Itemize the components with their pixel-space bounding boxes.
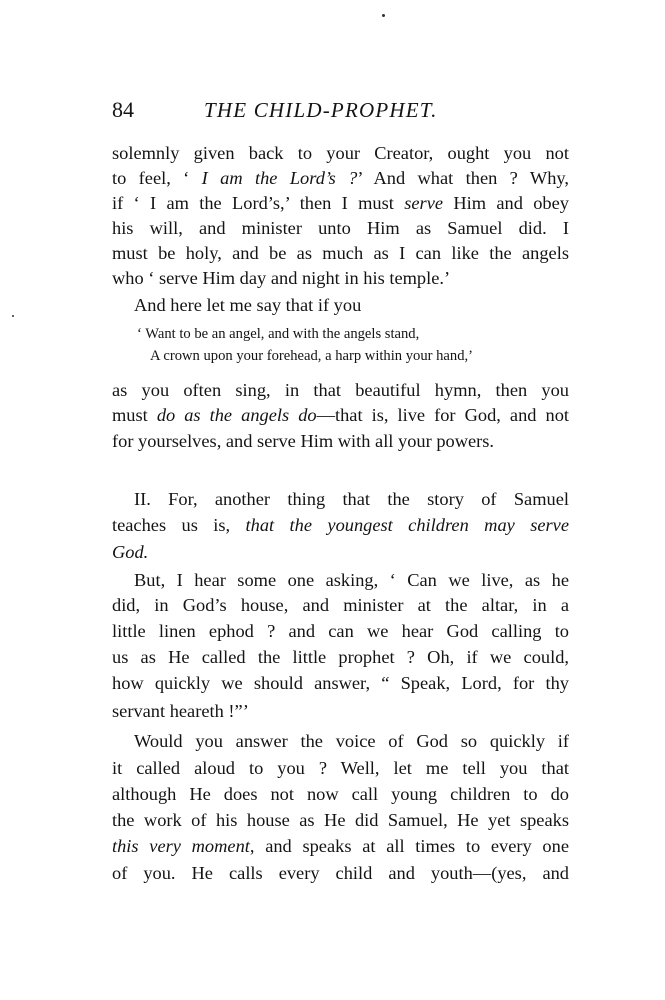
text-run: teaches us is, xyxy=(112,515,246,535)
text-run: us as He called the little prophet ? Oh, if we could, xyxy=(112,647,569,667)
text-line xyxy=(112,429,569,453)
text-run: , and speaks at all times to every one xyxy=(249,836,569,856)
text-run: to feel, ‘ xyxy=(112,168,202,188)
page-header xyxy=(112,96,572,124)
running-head: THE CHILD-PROPHET. xyxy=(204,98,438,122)
text-line xyxy=(134,293,569,317)
text-line xyxy=(112,782,569,806)
text-run: of you. He calls every child and youth—(yes, and xyxy=(112,863,569,883)
text-line xyxy=(134,729,569,753)
italic-text: God. xyxy=(112,542,149,562)
printing-speck xyxy=(12,315,14,317)
text-line xyxy=(112,241,569,265)
text-line xyxy=(112,699,569,723)
text-run: Him and obey xyxy=(443,193,569,213)
text-run: it called aloud to you ? Well, let me tell you that xyxy=(112,758,569,778)
page-number: 84 xyxy=(112,97,134,122)
text-run: although He does not now call young children to do xyxy=(112,784,569,804)
text-line xyxy=(112,645,569,669)
text-line xyxy=(112,216,569,240)
hymn-quote-line xyxy=(137,324,419,344)
text-run: ‘ Want to be an angel, and with the angels stand, xyxy=(137,326,420,342)
text-line xyxy=(134,487,569,511)
text-run: ’ And what then ? Why, xyxy=(357,168,570,188)
text-run: little linen ephod ? and can we hear God calling to xyxy=(112,621,569,641)
text-run: solemnly given back to your Creator, ought you not xyxy=(112,143,569,163)
text-line xyxy=(112,619,569,643)
text-line xyxy=(112,191,569,215)
text-run: his will, and minister unto Him as Samuel did. I xyxy=(112,218,569,238)
italic-text: do as the angels do xyxy=(156,405,317,425)
printing-speck xyxy=(382,14,385,17)
text-run: And here let me say that if you xyxy=(134,295,362,315)
text-line xyxy=(112,756,569,780)
text-run: must xyxy=(112,405,157,425)
text-run: who ‘ serve Him day and night in his temple.’ xyxy=(112,268,451,288)
text-line xyxy=(112,808,569,832)
text-run: how quickly we should answer, “ Speak, Lord, for thy xyxy=(112,673,569,693)
text-run: if ‘ I am the Lord’s,’ then I must xyxy=(112,193,405,213)
text-line xyxy=(112,593,569,617)
text-line xyxy=(112,540,569,564)
text-run: servant heareth !”’ xyxy=(112,701,249,721)
hymn-quote-line xyxy=(150,346,473,366)
text-run: —that is, live for God, and not xyxy=(316,405,569,425)
text-run: for yourselves, and serve Him with all your powers. xyxy=(112,431,495,451)
text-run: must be holy, and be as much as I can like the angels xyxy=(112,243,569,263)
text-run: Would you answer the voice of God so quickly if xyxy=(134,731,569,751)
text-run: A crown upon your forehead, a harp within your hand,’ xyxy=(150,348,474,364)
text-line xyxy=(112,403,569,427)
italic-text: I am the Lord’s ? xyxy=(201,168,358,188)
text-line xyxy=(112,861,569,885)
text-run: But, I hear some one asking, ‘ Can we live, as he xyxy=(134,570,569,590)
text-line xyxy=(112,834,569,858)
text-run: did, in God’s house, and minister at the altar, in a xyxy=(112,595,569,615)
text-line xyxy=(112,266,569,290)
italic-text: that the youngest children may serve xyxy=(245,515,570,535)
text-run: the work of his house as He did Samuel, He yet speaks xyxy=(112,810,569,830)
italic-text: this very moment xyxy=(112,836,250,856)
text-line xyxy=(134,568,569,592)
text-line xyxy=(112,513,569,537)
text-line xyxy=(112,671,569,695)
italic-text: serve xyxy=(404,193,444,213)
text-line xyxy=(112,166,569,190)
text-line xyxy=(112,378,569,402)
text-run: as you often sing, in that beautiful hymn, then you xyxy=(112,380,569,400)
text-run: II. For, another thing that the story of Samuel xyxy=(134,489,569,509)
text-line xyxy=(112,141,569,165)
